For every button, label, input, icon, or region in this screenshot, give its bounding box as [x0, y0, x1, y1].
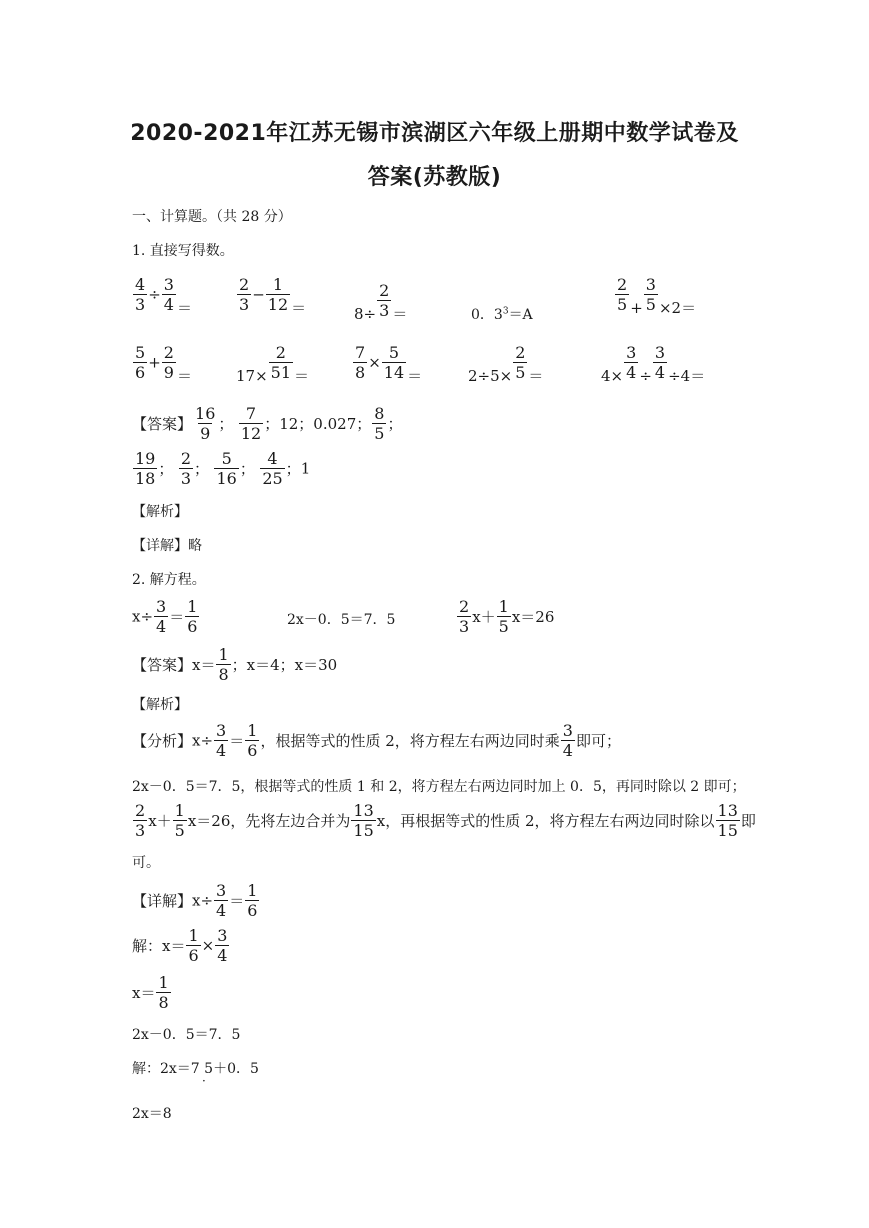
expr-r1-3: 8÷ $\frac{2}{3}$ ＝ [354, 281, 408, 323]
stray-dot: · [202, 1074, 206, 1088]
expr-r2-2: 17× $\frac{2}{51}$ ＝ [236, 343, 310, 385]
section-heading: 一、计算题。（共 28 分） [132, 209, 292, 225]
fraction: $\frac{2}{3}$ [379, 281, 390, 320]
fraction: $\frac{2}{3}$ [239, 275, 250, 314]
fraction: $\frac{1}{6}$ [247, 721, 258, 760]
title-line-1: 2020-2021年江苏无锡市滨湖区六年级上册期中数学试卷及 [130, 121, 739, 146]
equation-2: 2x－0．5＝7．5 [287, 612, 396, 628]
fraction: $\frac{16}{9}$ [195, 404, 216, 443]
expr-r2-5: 4× $\frac{3}{4}$ ÷ $\frac{3}{4}$ ÷4＝ [601, 343, 706, 385]
fraction: $\frac{5}{16}$ [216, 449, 237, 488]
fraction: $\frac{3}{4}$ [217, 926, 228, 965]
fraction: $\frac{3}{4}$ [216, 881, 227, 920]
fraction: $\frac{3}{4}$ [216, 721, 227, 760]
fraction: $\frac{2}{5}$ [515, 343, 526, 382]
question-2-prompt: 2. 解方程。 [132, 572, 206, 588]
fraction: $\frac{3}{4}$ [562, 721, 573, 760]
expr-r1-5: $\frac{2}{5}$ + $\frac{3}{5}$ ×2＝ [617, 275, 697, 317]
fraction: $\frac{1}{5}$ [174, 801, 185, 840]
fraction: $\frac{1}{6}$ [247, 881, 258, 920]
equation-3: $\frac{2}{3}$ x＋ $\frac{1}{5}$ x＝26 [459, 597, 555, 636]
fraction: $\frac{2}{3}$ [459, 597, 470, 636]
fraction: $\frac{1}{8}$ [158, 973, 169, 1012]
fenxi-line-4: 可。 [132, 855, 160, 871]
fraction: $\frac{5}{6}$ [135, 343, 146, 382]
fraction: $\frac{4}{3}$ [135, 275, 146, 314]
step-result: 2x＝8 [132, 1106, 172, 1122]
fraction: $\frac{3}{4}$ [163, 275, 174, 314]
fraction: $\frac{7}{8}$ [355, 343, 366, 382]
fraction: $\frac{4}{25}$ [262, 449, 283, 488]
step-equation: 2x－0．5＝7．5 [132, 1027, 241, 1043]
fraction: $\frac{1}{12}$ [267, 275, 289, 314]
fenxi-line-2: 2x－0．5＝7．5，根据等式的性质 1 和 2，将方程左右两边同时加上 0．5，再同时除以 2 即可； [132, 779, 746, 795]
fenxi-line-3: $\frac{2}{3}$ x＋ $\frac{1}{5}$ x＝26，先将左边合并为 $\frac{13}{15}$ x，再根据等式的性质 2，将方程左右两边同时除以 $\frac{13}{15}$ 即 [135, 801, 756, 840]
fraction: $\frac{2}{5}$ [617, 275, 628, 314]
fraction: $\frac{1}{5}$ [498, 597, 509, 636]
expr-r2-4: 2÷5× $\frac{2}{5}$ ＝ [468, 343, 544, 385]
solution-step-2: x＝ $\frac{1}{8}$ [132, 973, 169, 1012]
fraction: $\frac{13}{15}$ [717, 801, 738, 840]
title-line-2: 答案(苏教版) [367, 165, 502, 190]
q1-answer-line-1: 【答案】 $\frac{16}{9}$ ； $\frac{7}{12}$ ；12；0.027； $\frac{8}{5}$ ； [132, 404, 403, 443]
step-add: 解：2x＝7 5＋0．5 [132, 1061, 259, 1077]
q2-analysis-label: 【解析】 [132, 697, 188, 713]
fraction: $\frac{1}{6}$ [188, 926, 199, 965]
expr-r2-3: $\frac{7}{8}$ × $\frac{5}{14}$ ＝ [355, 343, 423, 385]
equation-1: x÷ $\frac{3}{4}$ ＝ $\frac{1}{6}$ [132, 597, 198, 636]
question-1-prompt: 1. 直接写得数。 [132, 243, 234, 259]
fraction: $\frac{1}{6}$ [187, 597, 198, 636]
fraction: $\frac{8}{5}$ [374, 404, 385, 443]
fraction: $\frac{1}{8}$ [218, 645, 229, 684]
q2-answer: 【答案】x＝ $\frac{1}{8}$ ；x＝4；x＝30 [132, 645, 338, 684]
fraction: $\frac{13}{15}$ [353, 801, 374, 840]
fraction: $\frac{2}{3}$ [180, 449, 192, 488]
expr-r1-2: $\frac{2}{3}$ − $\frac{1}{12}$ ＝ [239, 275, 307, 317]
q1-answer-line-2: $\frac{19}{18}$ ； $\frac{2}{3}$ ； $\frac{5}{16}$ ； $\frac{4}{25}$ ；1 [135, 449, 311, 488]
fraction: $\frac{3}{4}$ [654, 343, 666, 382]
q1-analysis-label: 【解析】 [132, 504, 188, 520]
expr-r1-4: 0．$3^3=A$ [471, 306, 533, 323]
fenxi-line-1: 【分析】x÷ $\frac{3}{4}$ ＝ $\frac{1}{6}$ ，根据等式的性质 2，将方程左右两边同时乘 $\frac{3}{4}$ 即可； [132, 721, 621, 760]
fraction: $\frac{5}{14}$ [383, 343, 405, 382]
fraction: $\frac{3}{4}$ [626, 343, 637, 382]
fraction: $\frac{3}{4}$ [156, 597, 167, 636]
fraction: $\frac{3}{5}$ [645, 275, 656, 314]
expr-r1-1: $\frac{4}{3}$ ÷ $\frac{3}{4}$ ＝ [135, 275, 192, 317]
fraction: $\frac{2}{9}$ [163, 343, 174, 382]
q1-detail: 【详解】略 [132, 538, 202, 554]
expr-r2-1: $\frac{5}{6}$ + $\frac{2}{9}$ ＝ [135, 343, 192, 385]
fraction: $\frac{2}{3}$ [135, 801, 146, 840]
fraction: $\frac{7}{12}$ [240, 404, 262, 443]
fraction: $\frac{19}{18}$ [135, 449, 156, 488]
solution-step-1: 解：x＝ $\frac{1}{6}$ × $\frac{3}{4}$ [132, 926, 228, 965]
fraction: $\frac{2}{51}$ [270, 343, 292, 382]
detail-equation-1: 【详解】x÷ $\frac{3}{4}$ ＝ $\frac{1}{6}$ [132, 881, 258, 920]
